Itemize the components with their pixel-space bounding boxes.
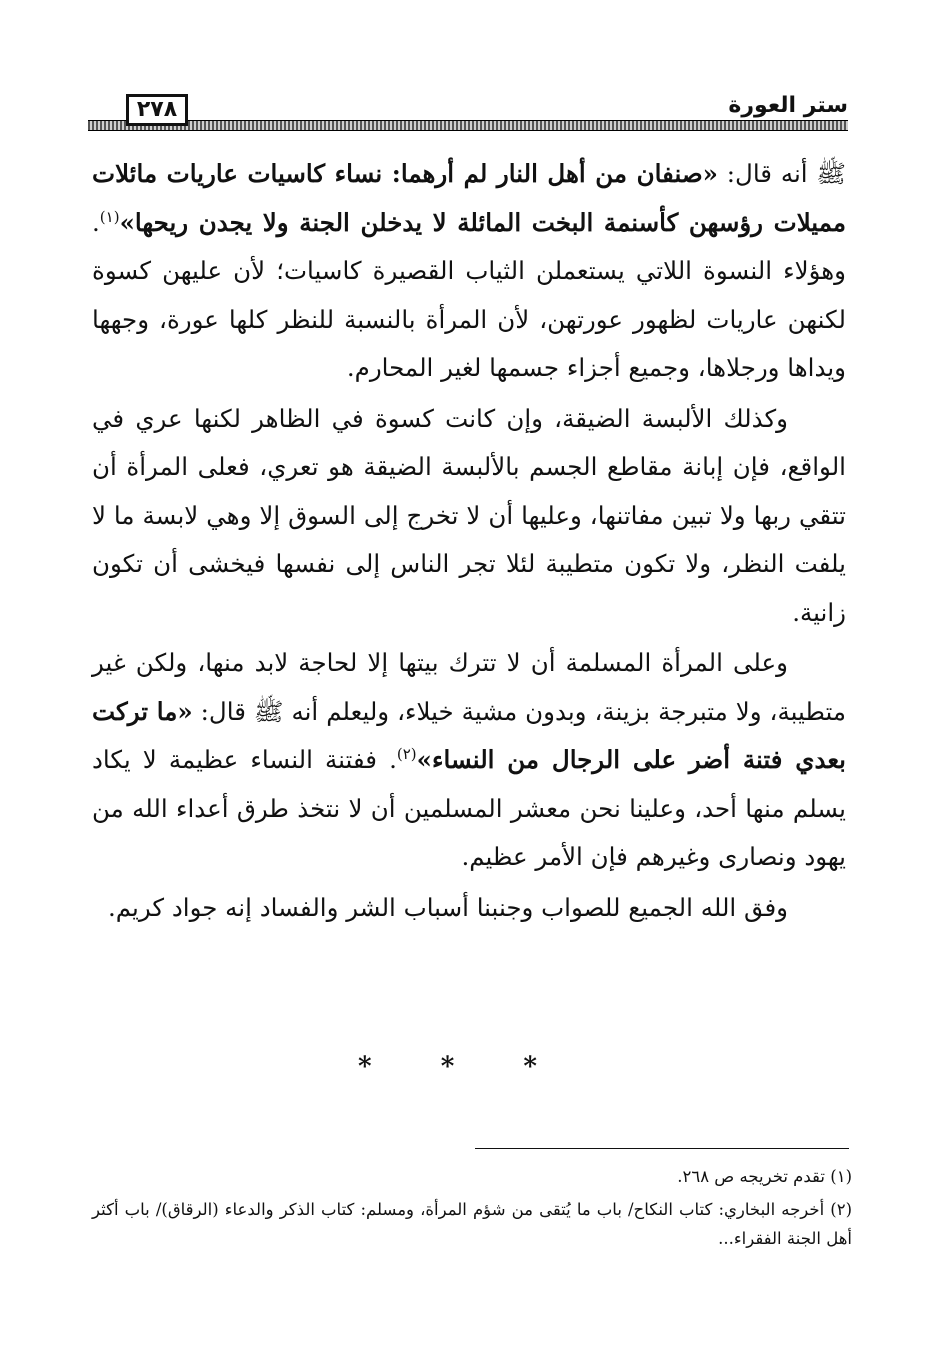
hadith-quote-2: «ما تركت بعدي فتنة أضر على الرجال من النساء» (92, 696, 846, 774)
paragraph-1-rest: . وهؤلاء النسوة اللاتي يستعملن الثياب القصيرة كاسيات؛ لأن عليهن كسوة لكنهن عاريات لظهور عورتهن، لأن المرأة بالنسبة للنظر كلها عورة، وجهها ويداها ورجلاها، وجميع أجزاء جسمها لغير المحارم. (92, 207, 846, 382)
paragraph-2: وكذلك الألبسة الضيقة، وإن كانت كسوة في الظاهر لكنها عري في الواقع، فإن إبانة مقاطع الجسم بالألبسة الضيقة هو تعري، فعلى المرأة أن تتقي ربها ولا تبين مفاتنها، وعليها أن لا تخرج إلى السوق إلا وهي لابسة ما لا يلفت النظر، ولا تكون متطيبة لئلا تجر الناس إلى نفسها فيخشى أن تكون زانية. (92, 403, 846, 627)
footnote-ref-2: (٢) (396, 744, 417, 763)
section-separator: * * * (358, 1052, 567, 1082)
hadith-quote-1: «صنفان من أهل النار لم أرهما: نساء كاسيات عاريات مائلات مميلات رؤسهن كأسنمة البخت المائلة لا يدخلن الجنة ولا يجدن ريحها» (92, 159, 846, 237)
footnote-rule (475, 1148, 849, 1149)
paragraph-3-rest: . ففتنة النساء عظيمة لا يكاد يسلم منها أحد، وعلينا نحن معشر المسلمين أن لا نتخذ طرق أعداء الله من يهود ونصارى وغيرهم فإن الأمر عظيم. (92, 745, 846, 871)
footnote-ref-1: (١) (99, 207, 120, 226)
footnote-2: (٢) أخرجه البخاري: كتاب النكاح/ باب ما يُتقى من شؤم المرأة، ومسلم: كتاب الذكر والدعاء (الرقاق)/ باب أكثر أهل الجنة الفقراء... (92, 1200, 852, 1248)
footnote-1: (١) تقدم تخريجه ص ٢٦٨. (677, 1167, 852, 1186)
footnotes (92, 1162, 852, 1257)
paragraph-1 (92, 150, 846, 393)
header-rule (88, 120, 848, 131)
paragraph-4: وفق الله الجميع للصواب وجنبنا أسباب الشر والفساد إنه جواد كريم. (107, 892, 788, 922)
running-title: ستر العورة (728, 93, 848, 118)
page-header (88, 92, 848, 132)
paragraph-3 (92, 639, 846, 882)
paragraph-1-intro: ﷺ أنه قال: (717, 159, 846, 188)
paragraph-3-intro: وعلى المرأة المسلمة أن لا تترك بيتها إلا لحاجة لابد منها، ولكن غير متطيبة، ولا متبرجة بزينة، وبدون مشية خيلاء، وليعلم أنه ﷺ قال: (92, 648, 846, 726)
main-text (92, 150, 846, 934)
page-number: ٢٧٨ (126, 94, 188, 126)
